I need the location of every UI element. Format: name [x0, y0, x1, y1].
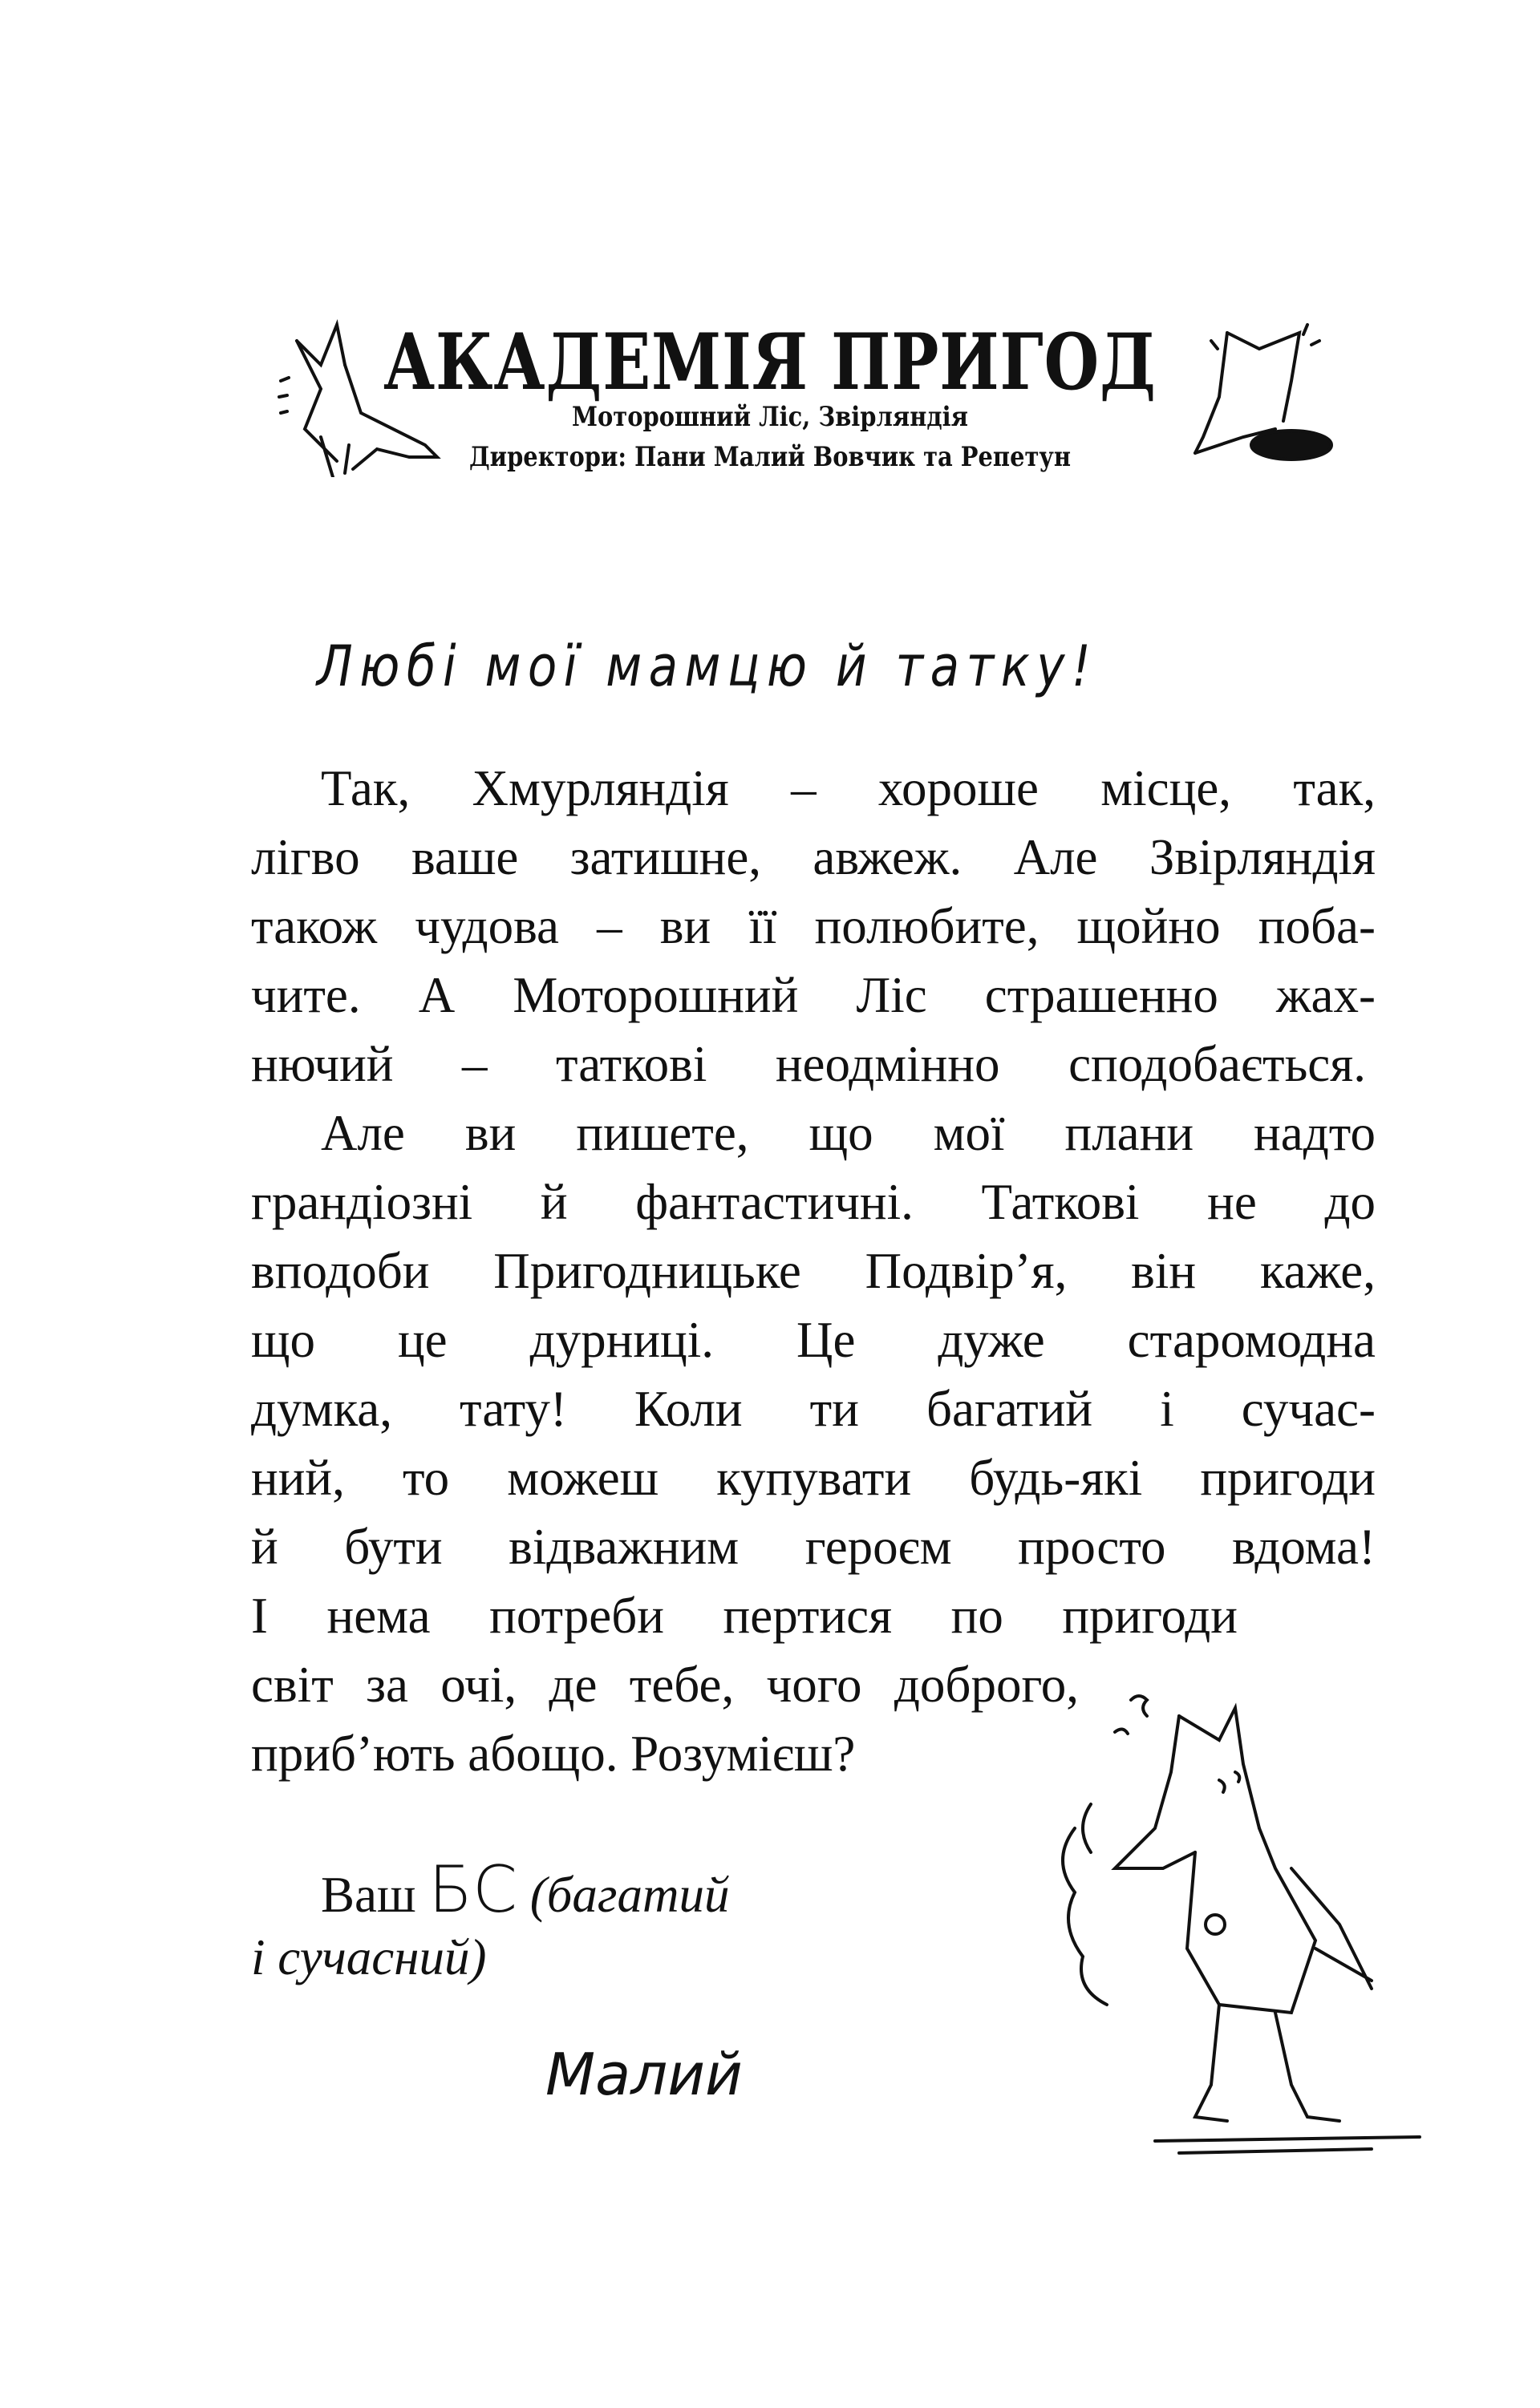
letter-line: ний, то можеш купувати будь-які пригоди: [251, 1450, 1376, 1506]
academy-title: АКАДЕМІЯ ПРИГОД: [383, 317, 1157, 407]
signature: Малий: [545, 2041, 743, 2108]
wolf-character-illustration: [1035, 1684, 1516, 2165]
academy-location: Моторошний Ліс, Звірляндія: [572, 401, 968, 433]
closing-line: [321, 1852, 730, 1927]
letter-line: Але ви пишете, що мої плани надто: [321, 1105, 1376, 1161]
letter-line: І нема потреби пертися по пригоди: [251, 1588, 1238, 1644]
letter-line: думка, тату! Коли ти багатий і сучас-: [251, 1381, 1376, 1437]
academy-directors: Директори: Пани Малий Вовчик та Репетун: [468, 441, 1072, 473]
letter-line: нючий – таткові неодмінно сподобається.: [251, 1036, 1366, 1092]
letter-line: Так, Хмурляндія – хороше місце, так,: [321, 760, 1376, 816]
letter-line: що це дурниці. Це дуже старомодна: [251, 1312, 1376, 1368]
closing-initials: БС: [428, 1852, 517, 1927]
letter-line: лігво ваше затишне, авжеж. Але Звірляндія: [251, 829, 1376, 885]
closing-paren-2: і сучасний): [251, 1929, 487, 1985]
closing-word: Ваш: [321, 1867, 416, 1923]
letter-greeting: Любі мої мамцю й татку!: [317, 633, 1098, 699]
letter-line: й бути відважним героєм просто вдома!: [251, 1519, 1376, 1575]
letter-line: також чудова – ви її полюбите, щойно поба-: [251, 898, 1376, 954]
letter-line: світ за очі, де тебе, чого доброго,: [251, 1657, 1079, 1713]
letter-line: грандіозні й фантастичні. Таткові не до: [251, 1174, 1376, 1230]
letter-line: вподоби Пригодницьке Подвір’я, він каже,: [251, 1243, 1376, 1299]
letter-line: чите. А Моторошний Ліс страшенно жах-: [251, 967, 1376, 1023]
closing-paren-1: (багатий: [529, 1867, 730, 1923]
letter-line: приб’ють абощо. Розумієш?: [251, 1726, 856, 1782]
